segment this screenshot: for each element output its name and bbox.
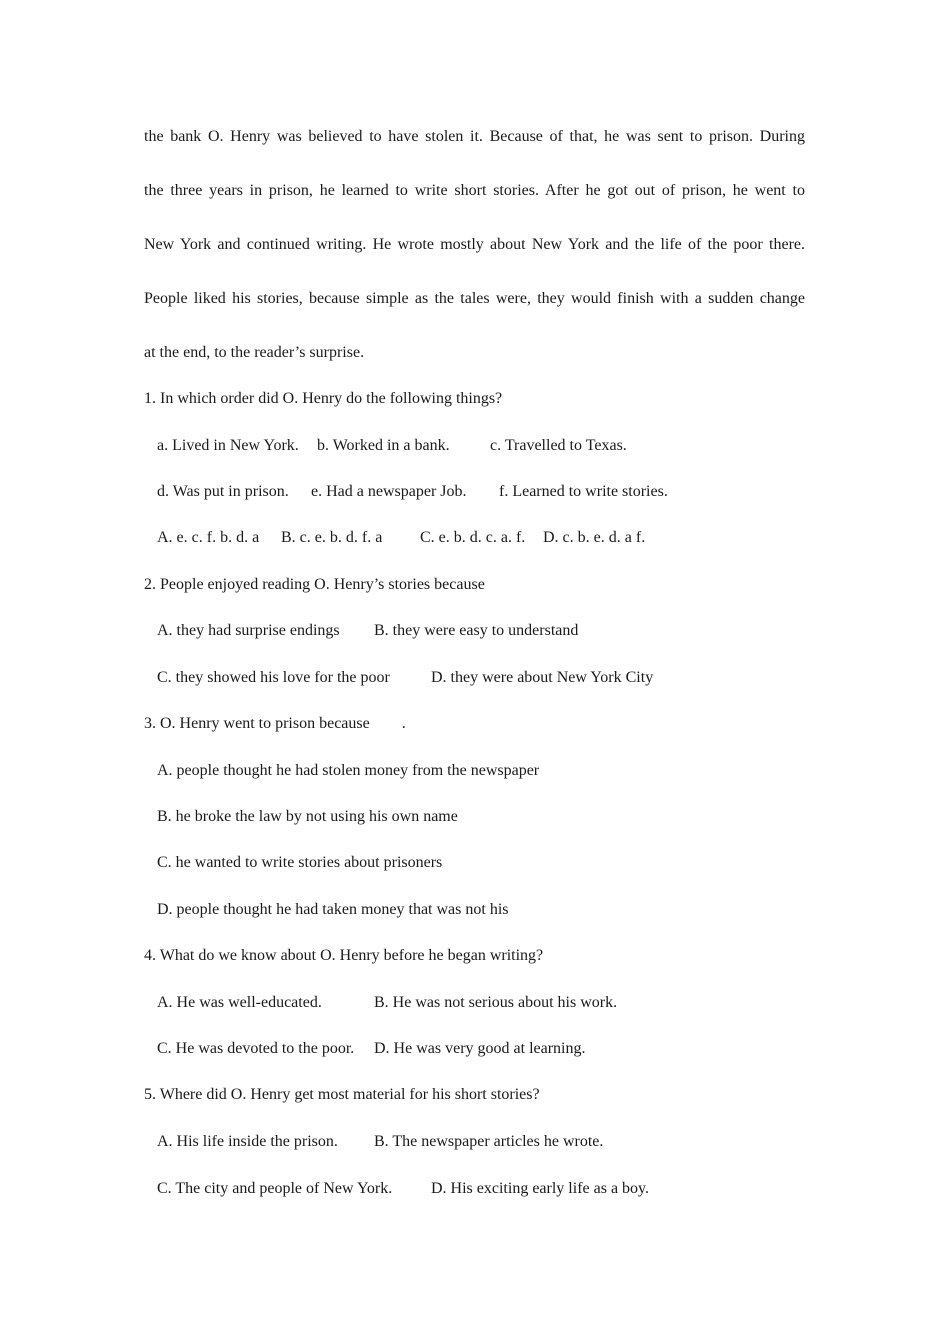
- item-a: a. Lived in New York.: [157, 437, 299, 454]
- option-d: D. people thought he had taken money that was not his: [157, 901, 509, 918]
- option-c: C. The city and people of New York.: [157, 1180, 393, 1197]
- option-c: C. e. b. d. c. a. f.: [420, 529, 526, 546]
- option-b: B. they were easy to understand: [374, 622, 579, 639]
- passage-line: People liked his stories, because simple as the tales were, they would finish with a sudden change: [144, 290, 805, 307]
- passage-line: at the end, to the reader’s surprise.: [144, 344, 365, 361]
- option-a: A. people thought he had stolen money from the newspaper: [157, 762, 540, 779]
- option-c: C. they showed his love for the poor: [157, 669, 390, 686]
- item-e: e. Had a newspaper Job.: [311, 483, 467, 500]
- option-a: A. e. c. f. b. d. a: [157, 529, 260, 546]
- option-d: D. c. b. e. d. a f.: [543, 529, 646, 546]
- item-f: f. Learned to write stories.: [499, 483, 668, 500]
- option-c: C. he wanted to write stories about prisoners: [157, 854, 443, 871]
- item-b: b. Worked in a bank.: [317, 437, 450, 454]
- option-a: A. His life inside the prison.: [157, 1133, 338, 1150]
- passage-line: the three years in prison, he learned to write short stories. After he got out of prison, he went to: [144, 182, 805, 199]
- item-d: d. Was put in prison.: [157, 483, 289, 500]
- passage-line: New York and continued writing. He wrote mostly about New York and the life of the poor there.: [144, 236, 805, 253]
- item-c: c. Travelled to Texas.: [490, 437, 627, 454]
- question-3-stem: 3. O. Henry went to prison because .: [144, 715, 406, 732]
- question-4-stem: 4. What do we know about O. Henry before he began writing?: [144, 947, 544, 964]
- option-d: D. He was very good at learning.: [374, 1040, 586, 1057]
- option-d: D. they were about New York City: [431, 669, 654, 686]
- option-a: A. they had surprise endings: [157, 622, 340, 639]
- question-1-stem: 1. In which order did O. Henry do the following things?: [144, 390, 503, 407]
- option-b: B. He was not serious about his work.: [374, 994, 618, 1011]
- option-c: C. He was devoted to the poor.: [157, 1040, 355, 1057]
- question-2-stem: 2. People enjoyed reading O. Henry’s stories because: [144, 576, 485, 593]
- option-b: B. c. e. b. d. f. a: [281, 529, 383, 546]
- question-5-stem: 5. Where did O. Henry get most material for his short stories?: [144, 1086, 540, 1103]
- passage-line: the bank O. Henry was believed to have stolen it. Because of that, he was sent to prison. During: [144, 128, 805, 145]
- option-b: B. he broke the law by not using his own name: [157, 808, 458, 825]
- option-d: D. His exciting early life as a boy.: [431, 1180, 650, 1197]
- option-a: A. He was well-educated.: [157, 994, 322, 1011]
- option-b: B. The newspaper articles he wrote.: [374, 1133, 604, 1150]
